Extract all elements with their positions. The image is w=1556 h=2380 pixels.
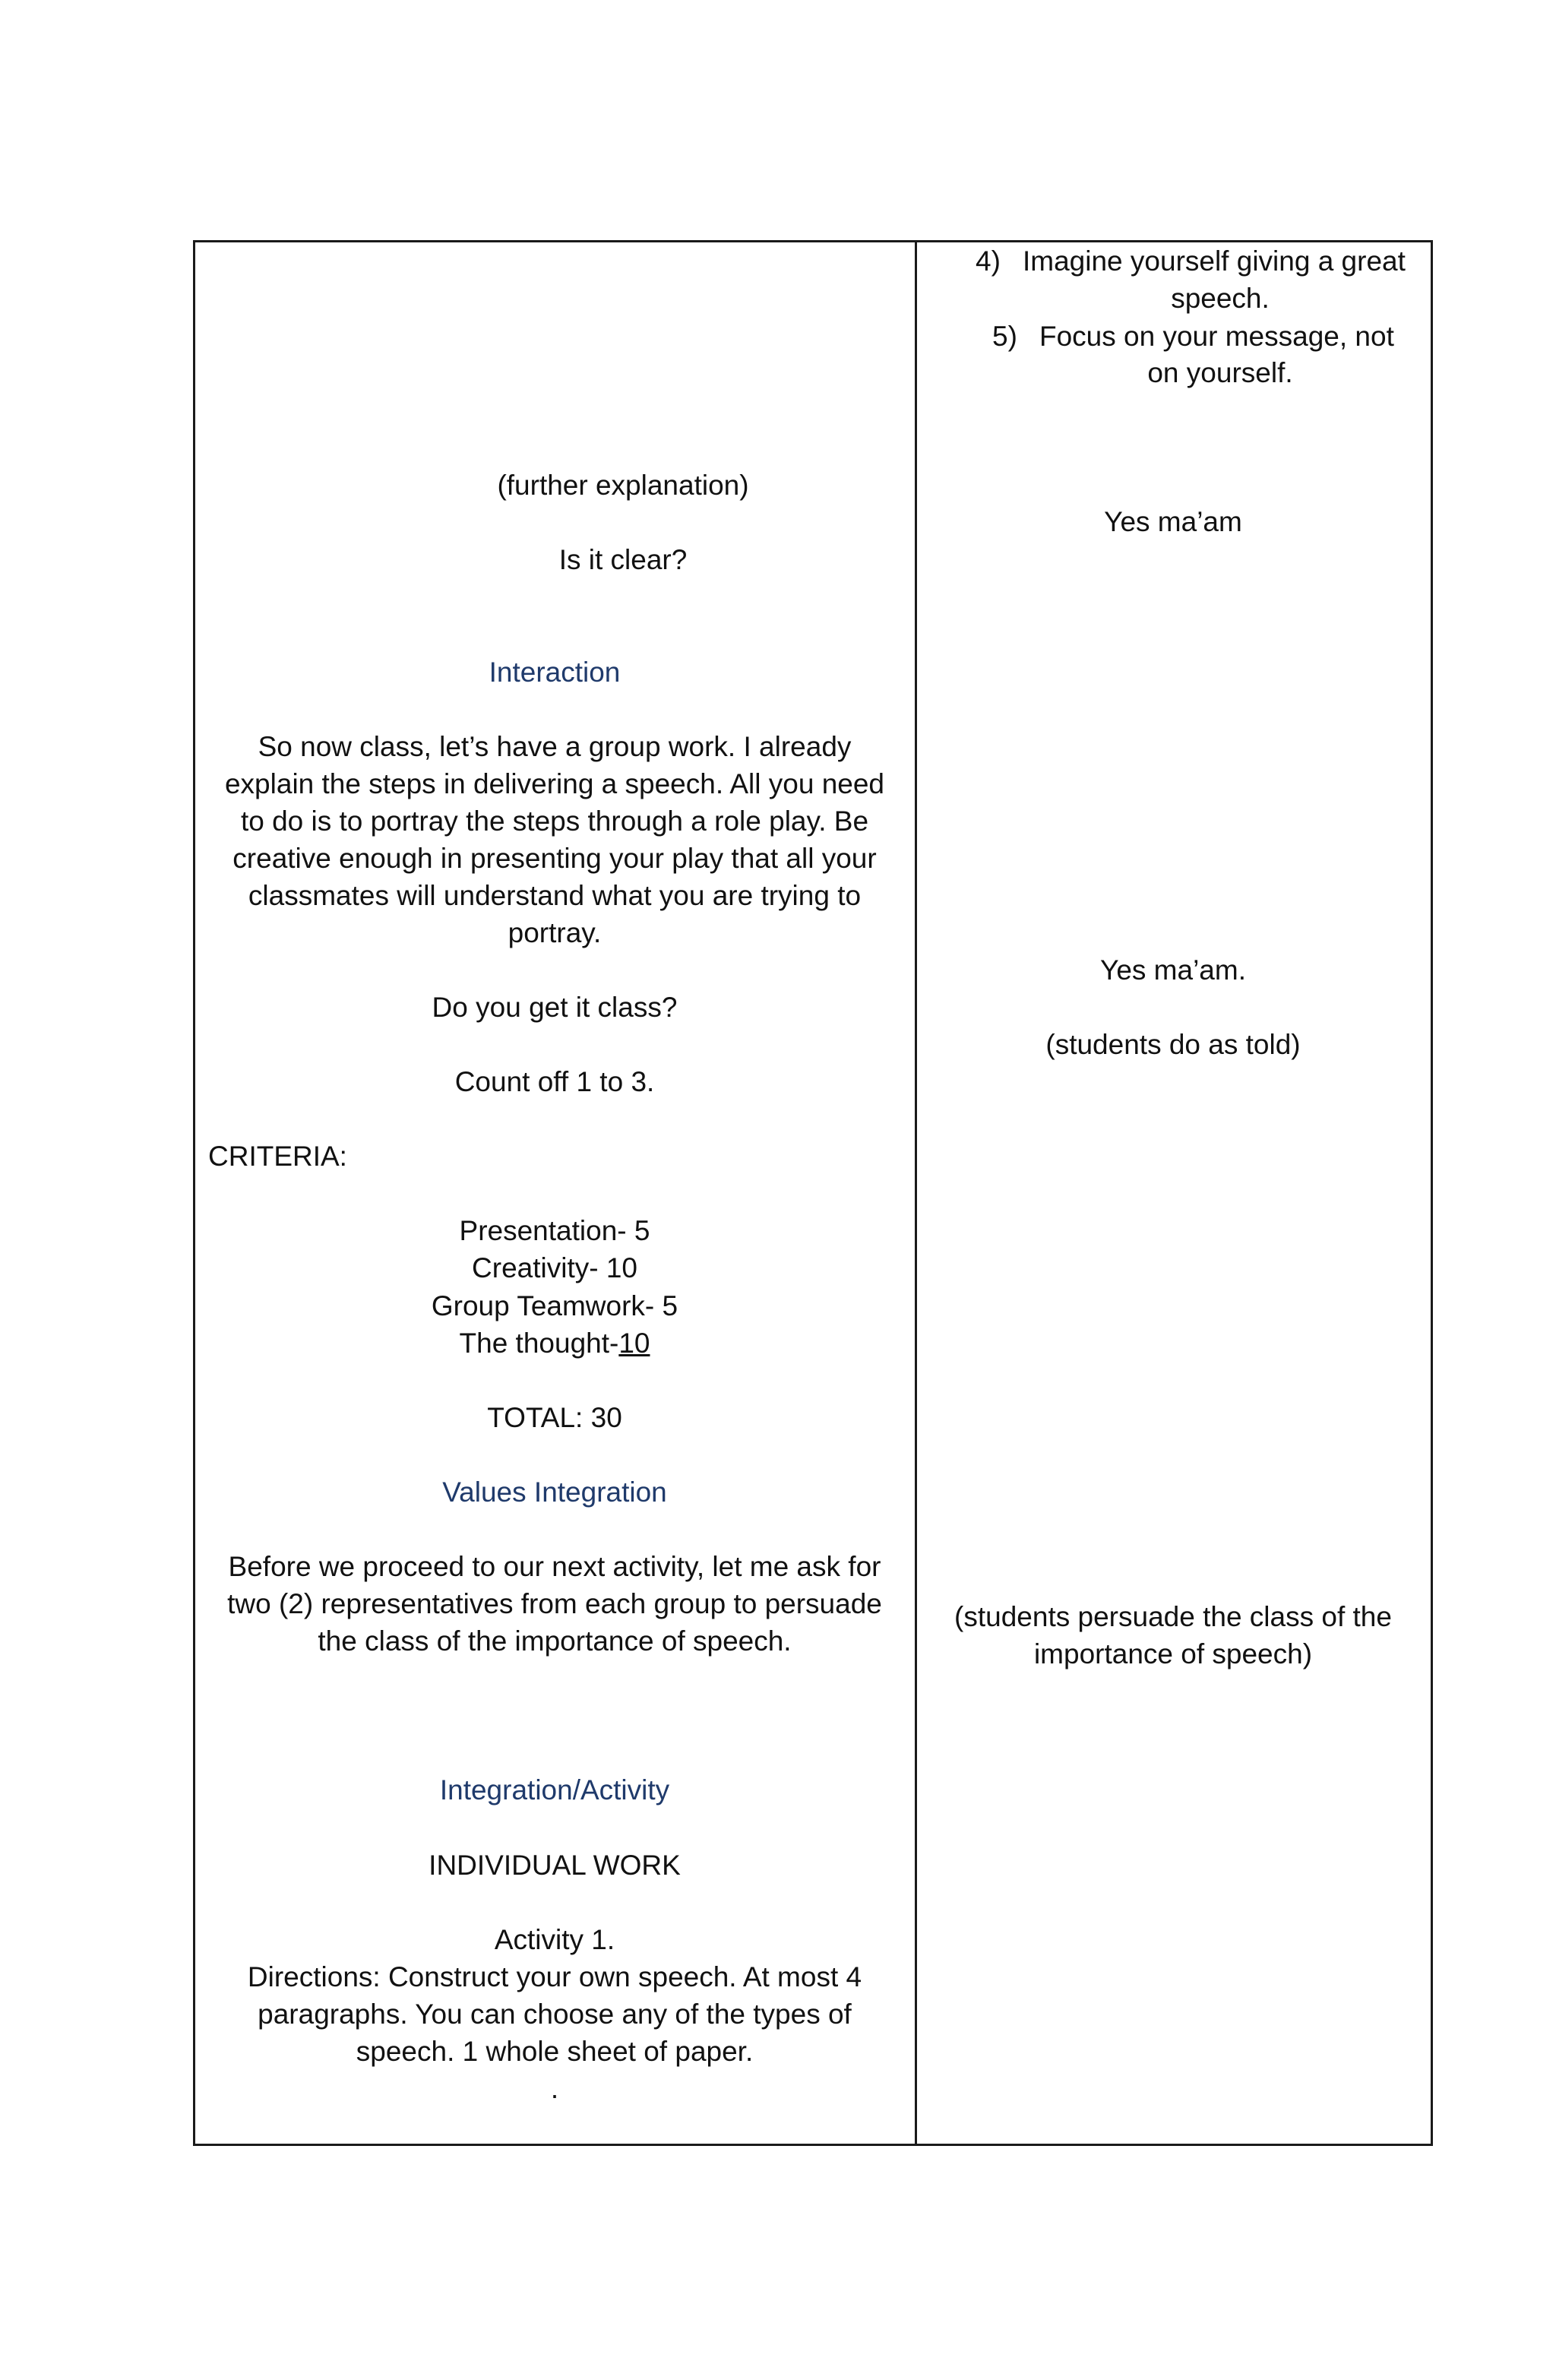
step-5-line2: on yourself.	[1147, 357, 1293, 388]
directions-line-1: Directions: Construct your own speech. At most 4	[247, 1961, 862, 1992]
individual-work: INDIVIDUAL WORK	[429, 1850, 681, 1881]
lesson-plan-table	[193, 240, 1433, 2146]
response-clear: Yes ma’am	[1104, 506, 1242, 537]
step-4-line1: Imagine yourself giving a great	[1023, 245, 1406, 277]
interaction-line-5: classmates will understand what you are trying to	[248, 880, 862, 911]
criteria-label: CRITERIA:	[208, 1141, 347, 1172]
step-5-marker: 5)	[992, 321, 1017, 352]
values-heading: Values Integration	[442, 1476, 667, 1508]
values-line-1: Before we proceed to our next activity, let me ask for	[228, 1551, 881, 1582]
column-divider	[915, 240, 917, 2146]
directions-line-3: speech. 1 whole sheet of paper.	[356, 2036, 754, 2067]
count-off: Count off 1 to 3.	[454, 1066, 655, 1097]
directions-line-2: paragraphs. You can choose any of the types of	[258, 1999, 852, 2030]
integration-heading: Integration/Activity	[439, 1774, 670, 1806]
is-it-clear: Is it clear?	[558, 544, 688, 575]
response-persuade-line2: importance of speech)	[1033, 1638, 1313, 1669]
do-you-get-it: Do you get it class?	[432, 992, 678, 1023]
response-persuade-line1: (students persuade the class of the	[954, 1601, 1392, 1632]
activity-title: Activity 1.	[494, 1924, 615, 1955]
criteria-teamwork: Group Teamwork- 5	[431, 1290, 678, 1321]
interaction-line-1: So now class, let’s have a group work. I already	[258, 731, 852, 762]
values-line-3: the class of the importance of speech.	[318, 1625, 792, 1657]
response-get-it: Yes ma’am.	[1100, 954, 1246, 986]
criteria-creativity: Creativity- 10	[472, 1252, 637, 1283]
criteria-thought-label: The thought-	[459, 1328, 619, 1359]
total-score: TOTAL: 30	[487, 1402, 622, 1433]
criteria-presentation: Presentation- 5	[459, 1215, 650, 1246]
trailing-dot: .	[550, 2073, 559, 2104]
values-line-2: two (2) representatives from each group to persuade	[227, 1588, 882, 1619]
interaction-heading: Interaction	[489, 657, 621, 688]
interaction-line-3: to do is to portray the steps through a role play. Be	[240, 805, 869, 837]
further-explanation: (further explanation)	[497, 470, 749, 501]
response-count-off: (students do as told)	[1045, 1029, 1301, 1060]
criteria-thought	[460, 1325, 650, 1362]
interaction-line-4: creative enough in presenting your play that all your	[232, 843, 877, 874]
interaction-line-6: portray.	[508, 917, 602, 948]
step-5-line1: Focus on your message, not	[1039, 321, 1394, 352]
step-4-marker: 4)	[976, 245, 1001, 277]
step-4-line2: speech.	[1171, 283, 1270, 314]
interaction-line-2: explain the steps in delivering a speech. All you need	[224, 768, 885, 799]
criteria-thought-value: 10	[618, 1328, 650, 1359]
